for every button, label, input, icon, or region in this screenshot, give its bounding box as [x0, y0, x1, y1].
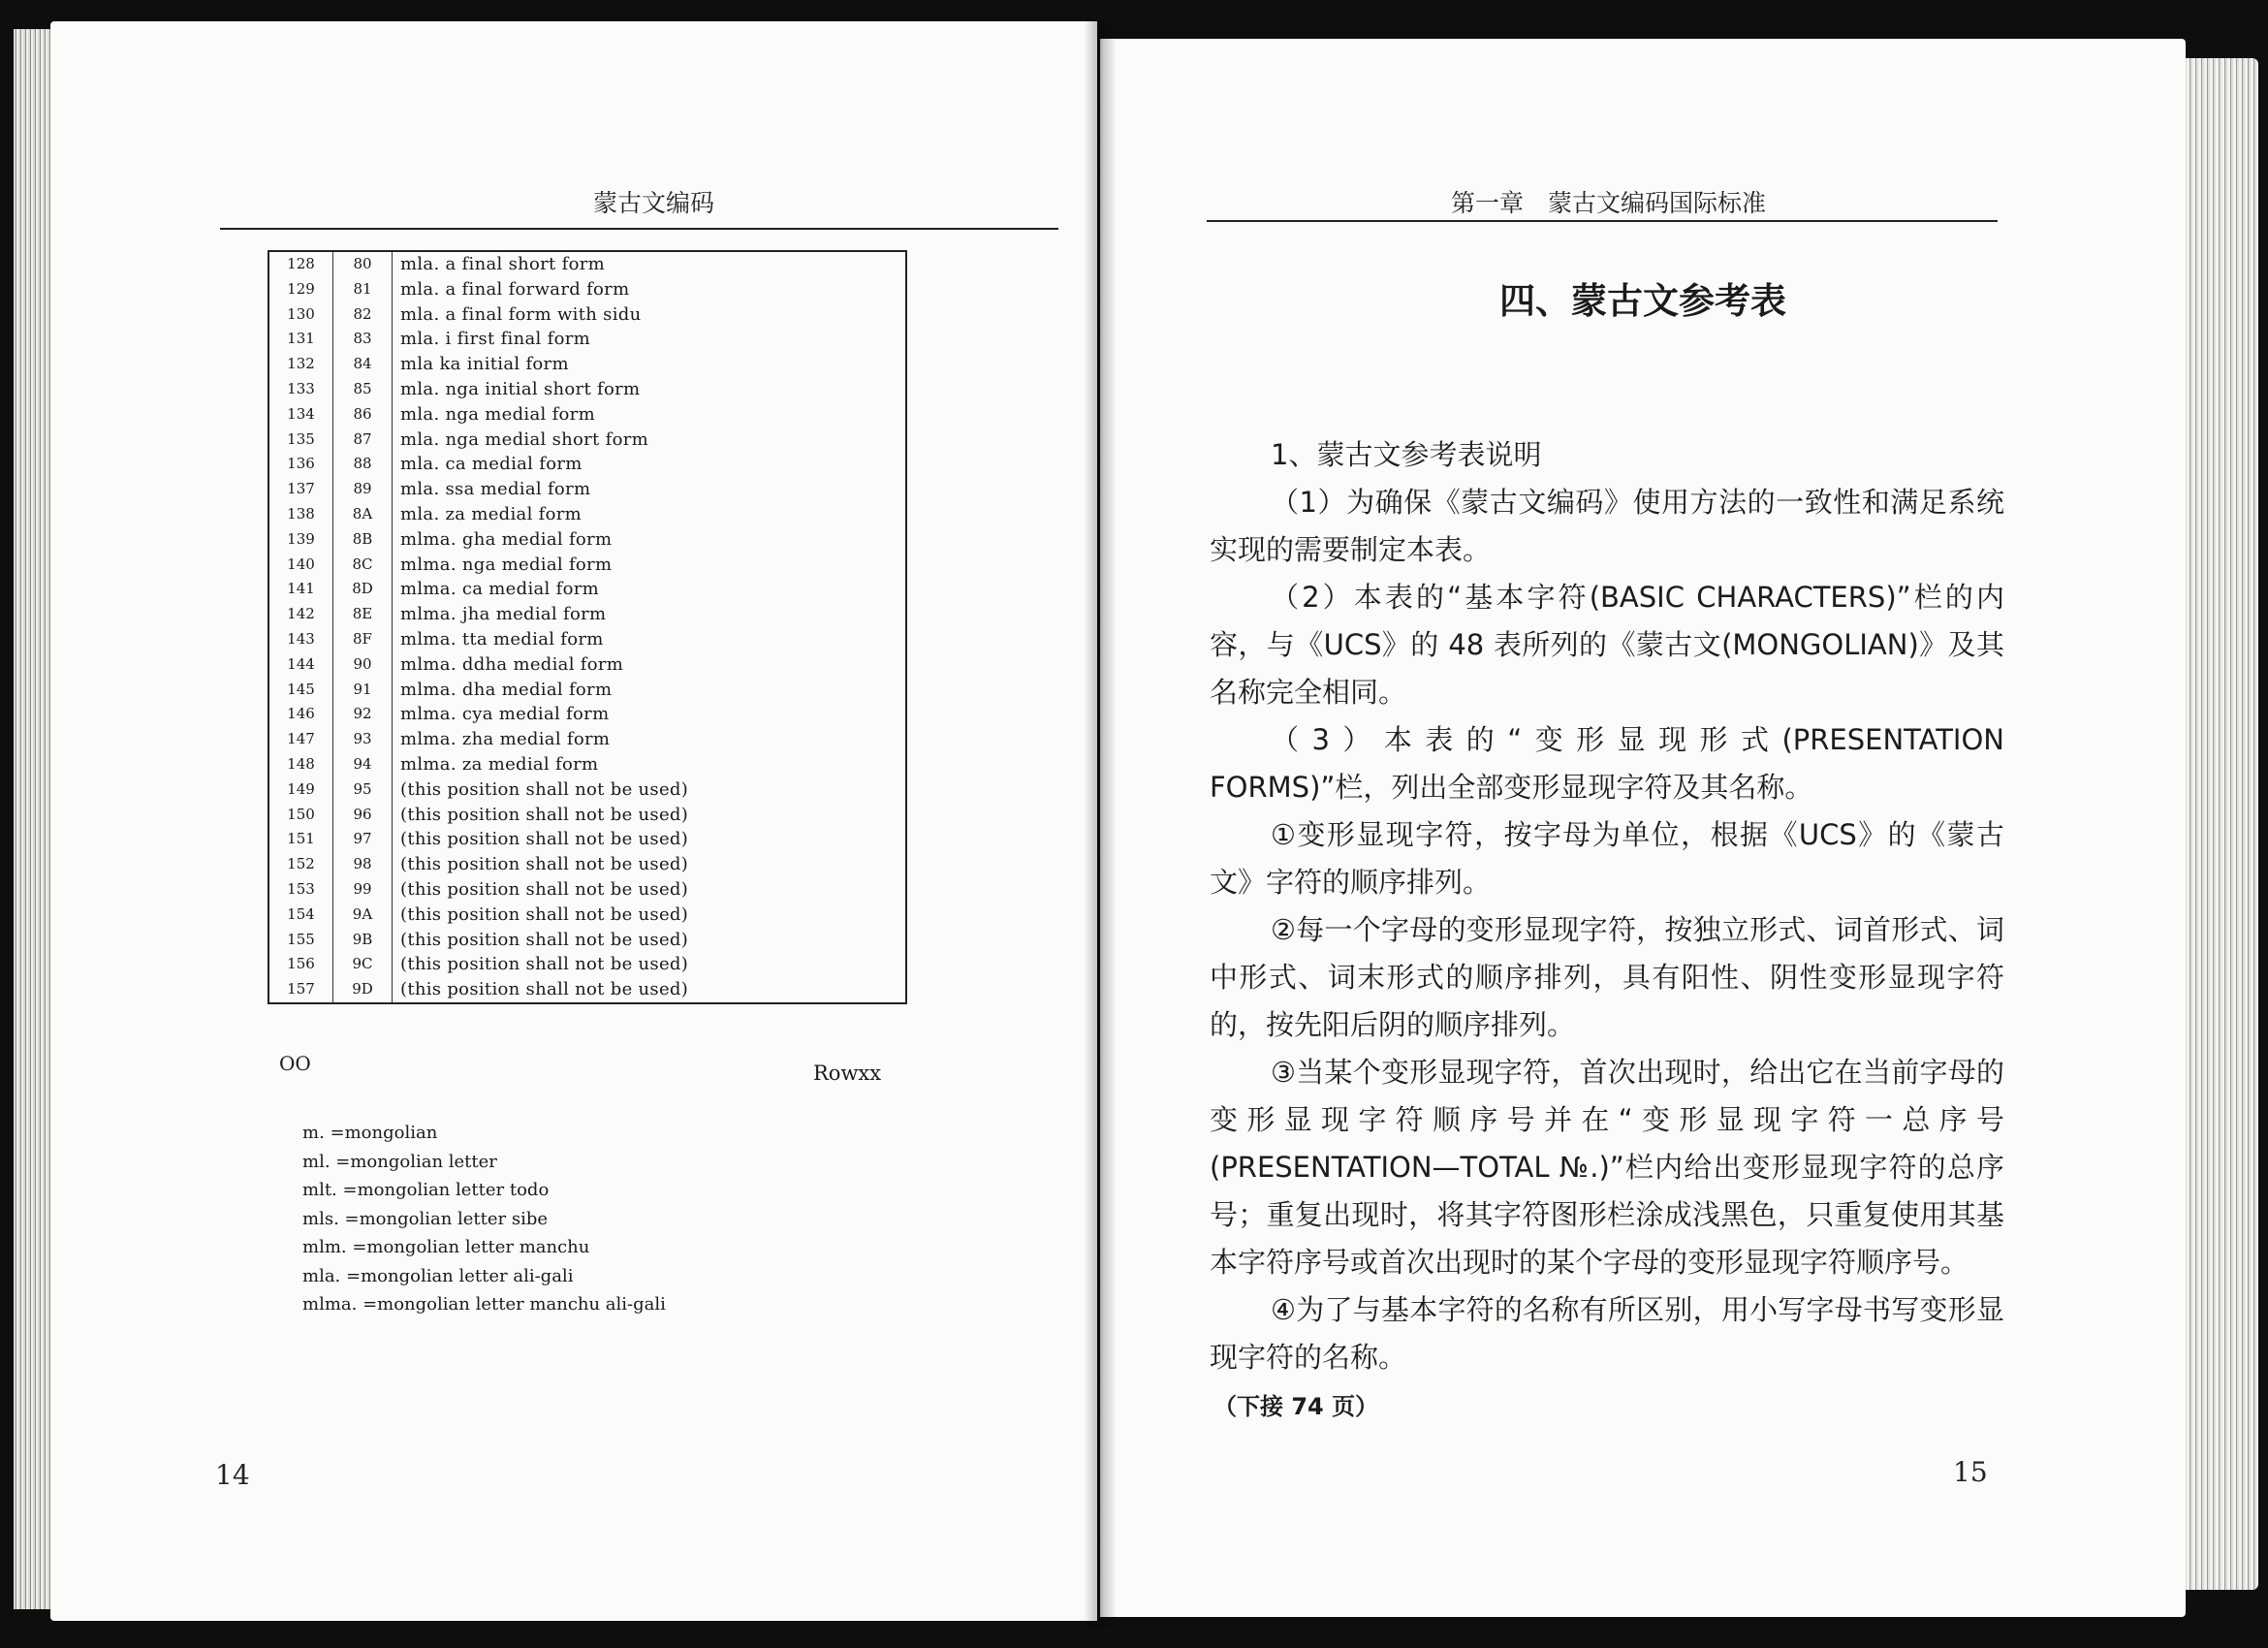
decimal-cell: 144: [268, 652, 333, 678]
name-cell: mla. a final short form: [400, 254, 605, 274]
name-cell: (this position shall not be used): [400, 778, 689, 800]
hex-cell: 8A: [333, 502, 393, 527]
name-cell: mla. nga medial form: [400, 403, 595, 425]
decimal-cell: 155: [268, 928, 333, 953]
hex-cell: 9A: [333, 903, 393, 928]
decimal-cell: 140: [268, 553, 333, 578]
hex-cell: 8E: [333, 602, 393, 627]
left-header-rule: [220, 228, 1058, 230]
decimal-cell: 128: [268, 251, 333, 277]
decimal-cell: 137: [268, 477, 333, 502]
decimal-cell: 132: [268, 352, 333, 377]
paragraph-2: （2）本表的“基本字符(BASIC CHARACTERS)”栏的内容，与《UCS》的 48 表所列的《蒙古文(MONGOLIAN)》及其名称完全相同。: [1210, 581, 2004, 709]
decimal-cell: 152: [268, 852, 333, 877]
hex-cell: 94: [333, 752, 393, 777]
table-row: [268, 452, 906, 477]
decimal-cell: 143: [268, 627, 333, 652]
paragraph-3: （3）本表的“变形显现形式(PRESENTATION FORMS)”栏，列出全部变形显现字符及其名称。: [1210, 723, 2004, 804]
name-cell: mla ka initial form: [400, 354, 569, 375]
body-text: [1210, 431, 2004, 1431]
hex-cell: 85: [333, 377, 393, 402]
table-row: [268, 678, 906, 703]
table-row: [268, 477, 906, 502]
hex-cell: 83: [333, 327, 393, 352]
left-page: [50, 21, 1097, 1621]
table-row: [268, 577, 906, 602]
name-cell: mlma. za medial form: [400, 753, 599, 775]
name-cell: mla. i first final form: [400, 329, 590, 350]
name-cell: mlma. gha medial form: [400, 528, 613, 550]
hex-cell: 93: [333, 727, 393, 752]
hex-cell: 8C: [333, 553, 393, 578]
table-row: [268, 502, 906, 527]
table-row: [268, 852, 906, 877]
hex-cell: 90: [333, 652, 393, 678]
table-row: [268, 702, 906, 727]
left-page-number: 14: [215, 1459, 250, 1491]
hex-cell: 84: [333, 352, 393, 377]
hex-cell: 95: [333, 777, 393, 803]
name-cell: mlma. tta medial form: [400, 628, 604, 650]
table-row: [268, 602, 906, 627]
decimal-cell: 134: [268, 402, 333, 428]
table-row: [268, 428, 906, 453]
decimal-cell: 146: [268, 702, 333, 727]
hex-cell: 8D: [333, 577, 393, 602]
book-gutter: [1084, 19, 1117, 1629]
abbreviation-list: [302, 1119, 666, 1319]
left-running-head: 蒙古文编码: [593, 189, 715, 217]
right-running-head: 第一章 蒙古文编码国际标准: [1451, 189, 1767, 217]
decimal-cell: 150: [268, 803, 333, 828]
name-cell: mlma. ca medial form: [400, 579, 599, 600]
hex-cell: 98: [333, 852, 393, 877]
name-cell: (this position shall not be used): [400, 954, 689, 975]
name-cell: mlma. zha medial form: [400, 729, 611, 750]
left-page-edges: [14, 29, 52, 1609]
name-cell: mlma. dha medial form: [400, 679, 613, 700]
abbreviation-item: mls. =mongolian letter sibe: [302, 1208, 549, 1229]
decimal-cell: 142: [268, 602, 333, 627]
table-row: [268, 402, 906, 428]
table-row: [268, 827, 906, 852]
name-cell: mlma. nga medial form: [400, 554, 613, 575]
hex-cell: 9D: [333, 977, 393, 1003]
table-row: [268, 777, 906, 803]
hex-cell: 81: [333, 277, 393, 302]
paragraph-4: ①变形显现字符，按字母为单位，根据《UCS》的《蒙古文》字符的顺序排列。: [1210, 818, 2004, 899]
decimal-cell: 135: [268, 428, 333, 453]
decimal-cell: 145: [268, 678, 333, 703]
name-cell: (this position shall not be used): [400, 854, 689, 875]
section-title: 四、蒙古文参考表: [1499, 280, 1786, 322]
name-cell: mla. ca medial form: [400, 454, 583, 475]
name-cell: mla. nga medial short form: [400, 428, 648, 450]
table-row: [268, 803, 906, 828]
decimal-cell: 139: [268, 527, 333, 553]
table-row: [268, 553, 906, 578]
hex-cell: 89: [333, 477, 393, 502]
name-cell: mla. a final forward form: [400, 278, 630, 300]
abbreviation-item: mlm. =mongolian letter manchu: [302, 1237, 590, 1257]
table-row: [268, 752, 906, 777]
continuation-note: （下接 74 页）: [1213, 1393, 1379, 1420]
paragraph-1: （1）为确保《蒙古文编码》使用方法的一致性和满足系统实现的需要制定本表。: [1210, 486, 2004, 566]
hex-cell: 8F: [333, 627, 393, 652]
decimal-cell: 148: [268, 752, 333, 777]
table-row: [268, 877, 906, 903]
right-page-edges: [2181, 58, 2258, 1590]
decimal-cell: 129: [268, 277, 333, 302]
decimal-cell: 136: [268, 452, 333, 477]
hex-cell: 9C: [333, 952, 393, 977]
hex-cell: 80: [333, 251, 393, 277]
table-row: [268, 277, 906, 302]
table-row: [268, 727, 906, 752]
name-cell: (this position shall not be used): [400, 929, 689, 950]
right-page-number: 15: [1953, 1456, 1988, 1488]
decimal-cell: 130: [268, 302, 333, 328]
decimal-cell: 133: [268, 377, 333, 402]
abbreviation-item: m. =mongolian: [302, 1123, 438, 1143]
table-row: [268, 377, 906, 402]
hex-cell: 91: [333, 678, 393, 703]
abbreviation-item: mla. =mongolian letter ali-gali: [302, 1265, 574, 1286]
name-cell: mlma. jha medial form: [400, 604, 607, 625]
table-footer-left: OO: [279, 1052, 311, 1075]
table-row: [268, 952, 906, 977]
abbreviation-item: mlma. =mongolian letter manchu ali-gali: [302, 1294, 666, 1315]
hex-cell: 82: [333, 302, 393, 328]
paragraph-7: ④为了与基本字符的名称有所区别，用小写字母书写变形显现字符的名称。: [1210, 1293, 2004, 1374]
table-row: [268, 352, 906, 377]
hex-cell: 96: [333, 803, 393, 828]
decimal-cell: 154: [268, 903, 333, 928]
hex-cell: 97: [333, 827, 393, 852]
table-row: [268, 527, 906, 553]
decimal-cell: 147: [268, 727, 333, 752]
abbreviation-item: mlt. =mongolian letter todo: [302, 1180, 550, 1200]
name-cell: (this position shall not be used): [400, 829, 689, 850]
right-page: [1100, 39, 2186, 1617]
table-row: [268, 903, 906, 928]
name-cell: (this position shall not be used): [400, 903, 689, 925]
abbreviation-item: ml. =mongolian letter: [302, 1151, 497, 1172]
decimal-cell: 153: [268, 877, 333, 903]
name-cell: mla. ssa medial form: [400, 479, 591, 500]
right-header-rule: [1207, 220, 1998, 222]
name-cell: mla. a final form with sidu: [400, 303, 642, 325]
hex-cell: 87: [333, 428, 393, 453]
table-row: [268, 627, 906, 652]
table-row: [268, 327, 906, 352]
decimal-cell: 157: [268, 977, 333, 1003]
decimal-cell: 138: [268, 502, 333, 527]
decimal-cell: 149: [268, 777, 333, 803]
decimal-cell: 141: [268, 577, 333, 602]
hex-cell: 88: [333, 452, 393, 477]
section-heading: 1、蒙古文参考表说明: [1271, 438, 1542, 471]
table-row: [268, 652, 906, 678]
decimal-cell: 131: [268, 327, 333, 352]
decimal-cell: 156: [268, 952, 333, 977]
paragraph-5: ②每一个字母的变形显现字符，按独立形式、词首形式、词中形式、词末形式的顺序排列，具有阳性、阴性变形显现字符的，按先阳后阴的顺序排列。: [1210, 913, 2004, 1041]
hex-cell: 99: [333, 877, 393, 903]
name-cell: (this position shall not be used): [400, 804, 689, 825]
name-cell: (this position shall not be used): [400, 878, 689, 900]
table-footer-right: Rowxx: [813, 1062, 882, 1085]
hex-cell: 92: [333, 702, 393, 727]
name-cell: mlma. cya medial form: [400, 704, 610, 725]
paragraph-6: ③当某个变形显现字符，首次出现时，给出它在当前字母的变形显现字符顺序号并在“变形显现字符一总序号(PRESENTATION—TOTAL №.)”栏内给出变形显现字符的总序号；重复出现时，将其字符图形栏涂成浅黑色，只重复使用其基本字符序号或首次出现时的某个字母的变形显现字符顺序号。: [1210, 1056, 2004, 1279]
table-row: [268, 928, 906, 953]
table-row: [268, 302, 906, 328]
name-cell: mla. nga initial short form: [400, 378, 641, 399]
name-cell: (this position shall not be used): [400, 979, 689, 1000]
decimal-cell: 151: [268, 827, 333, 852]
hex-cell: 9B: [333, 928, 393, 953]
table-row: [268, 251, 906, 277]
name-cell: mlma. ddha medial form: [400, 653, 624, 675]
name-cell: mla. za medial form: [400, 503, 583, 524]
character-code-table: [268, 250, 907, 1004]
hex-cell: 8B: [333, 527, 393, 553]
table-row: [268, 977, 906, 1003]
hex-cell: 86: [333, 402, 393, 428]
